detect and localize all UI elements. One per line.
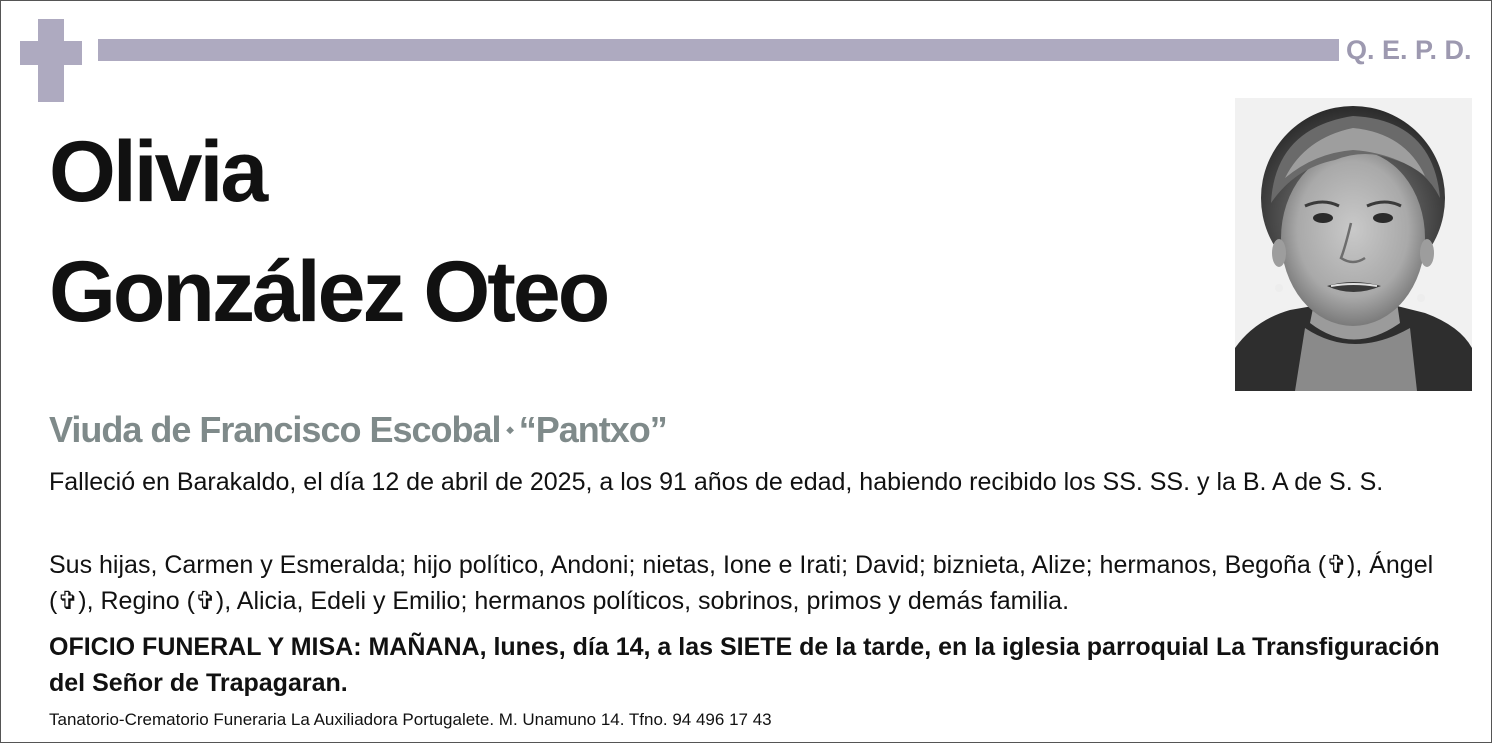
deceased-first-name: Olivia bbox=[49, 124, 266, 220]
portrait-photo bbox=[1235, 98, 1472, 391]
header-rule bbox=[98, 39, 1339, 61]
portrait-illustration bbox=[1235, 98, 1472, 391]
widow-of-text: Viuda de Francisco Escobal bbox=[49, 409, 501, 450]
diamond-separator-icon: ⬩ bbox=[506, 419, 513, 441]
family-paragraph: Sus hijas, Carmen y Esmeralda; hijo político, Andoni; nietas, Ione e Irati; David; biznieta, Alize; hermanos, Begoña (✞), Ángel (✞), Regino (✞), Alicia, Edeli y Emilio; hermanos políticos, sobrinos, primos y demás familia. bbox=[49, 551, 1434, 615]
nickname-text: “Pantxo” bbox=[518, 409, 667, 450]
widow-subtitle bbox=[49, 409, 667, 451]
funeral-home-footer: Tanatorio-Crematorio Funeraria La Auxiliadora Portugalete. M. Unamuno 14. Tfno. 94 496 17 43 bbox=[49, 710, 772, 729]
death-notice-paragraph: Falleció en Barakaldo, el día 12 de abril de 2025, a los 91 años de edad, habiendo recibido los SS. SS. y la B. A de S. S. bbox=[49, 468, 1384, 496]
cross-icon-arm bbox=[20, 41, 82, 65]
qepd-label: Q. E. P. D. bbox=[1346, 35, 1472, 65]
deceased-surname: González Oteo bbox=[49, 244, 608, 340]
funeral-service-paragraph: OFICIO FUNERAL Y MISA: MAÑANA, lunes, día 14, a las SIETE de la tarde, en la iglesia parroquial La Transfiguración del Señor de Trapagaran. bbox=[49, 633, 1440, 697]
